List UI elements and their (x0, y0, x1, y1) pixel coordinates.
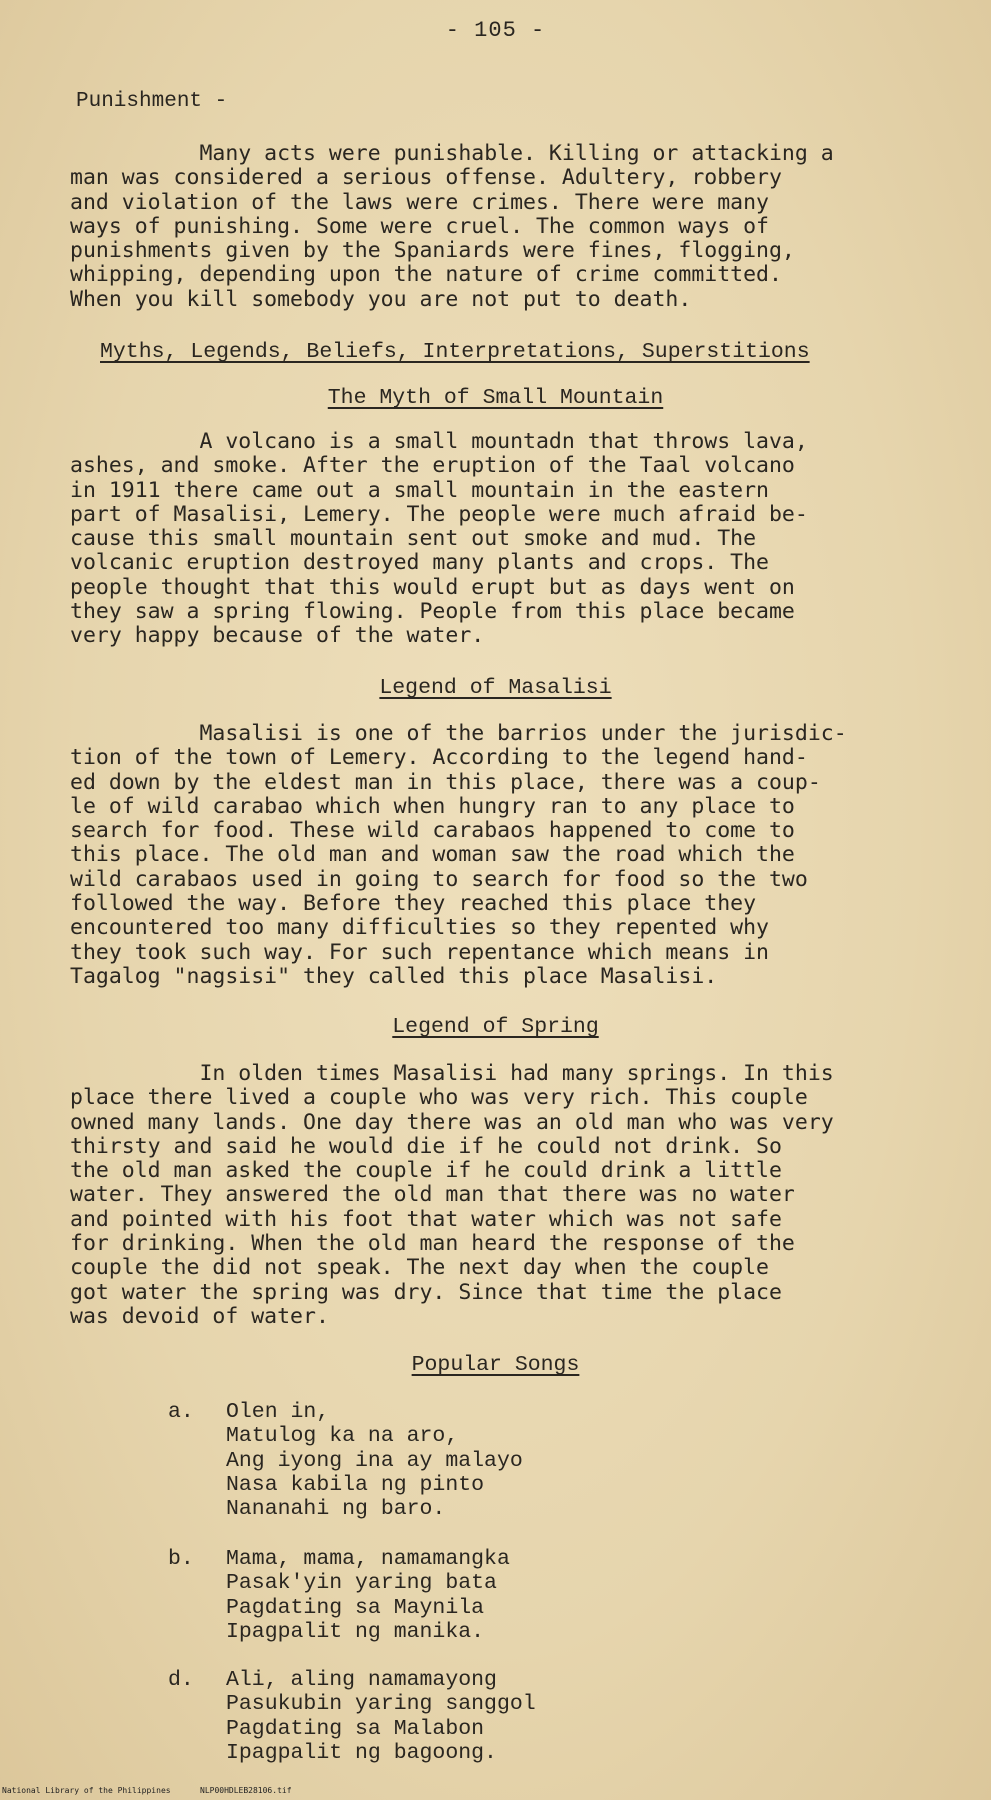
spring-title: Legend of Spring (392, 1015, 599, 1039)
footer-file-id: NLP00HDLEB28106.tif (200, 1786, 292, 1795)
page-number: - 105 - (445, 18, 546, 43)
myths-legends-heading: Myths, Legends, Beliefs, Interpretations, Superstitions (100, 340, 810, 364)
song-lines: Mama, mama, namamangka Pasak'yin yaring bata Pagdating sa Maynila Ipagpalit ng manika. (226, 1547, 510, 1644)
song-marker: a. (168, 1400, 194, 1424)
footer-library-credit: National Library of the Philippines (2, 1786, 171, 1795)
masalisi-title: Legend of Masalisi (379, 676, 612, 700)
spring-paragraph: In olden times Masalisi had many springs. In this place there lived a couple who was very rich. This couple owned many lands. One day there was an old man who was very thirsty and said he would die if he could not drink. So the old man asked the couple if he could drink a little water. They answered the old man that there was no water and pointed with his foot that water which was not safe for drinking. When the old man heard the response of the couple the did not speak. The next day when the couple got water the spring was dry. Since that time the place was devoid of water. (70, 1061, 834, 1329)
masalisi-paragraph: Masalisi is one of the barrios under the jurisdic- tion of the town of Lemery. According to the legend hand- ed down by the eldest man in this place, there was a coup- le of wild carabao which when hungry ran to any place to search for food. These wild carabaos happened to come to this place. The old man and woman saw the road which the wild carabaos used in going to search for food so the two followed the way. Before they reached this place they encountered too many difficulties so they repented why they took such way. For such repentance which means in Tagalog "nagsisi" they called this place Masalisi. (70, 721, 847, 989)
song-marker: d. (168, 1668, 194, 1692)
song-lines: Ali, aling namamayong Pasukubin yaring sanggol Pagdating sa Malabon Ipagpalit ng bagoong. (226, 1668, 536, 1765)
section-title-punishment: Punishment - (76, 90, 228, 113)
small-mountain-paragraph: A volcano is a small mountadn that throws lava, ashes, and smoke. After the eruption of the Taal volcano in 1911 there came out a small mountain in the eastern part of Masalisi, Lemery. The people were much afraid be- cause this small mountain sent out smoke and mud. The volcanic eruption destroyed many plants and crops. The people thought that this would erupt but as days went on they saw a spring flowing. People from this place became very happy because of the water. (70, 429, 808, 649)
small-mountain-title: The Myth of Small Mountain (327, 386, 664, 410)
song-marker: b. (168, 1547, 194, 1571)
popular-songs-title: Popular Songs (411, 1353, 580, 1377)
song-lines: Olen in, Matulog ka na aro, Ang iyong ina ay malayo Nasa kabila ng pinto Nananahi ng baro. (226, 1400, 523, 1522)
punishment-paragraph: Many acts were punishable. Killing or attacking a man was considered a serious offense. Adultery, robbery and violation of the laws were crimes. There were many ways of punishing. Some were cruel. The common ways of punishments given by the Spaniards were fines, flogging, whipping, depending upon the nature of crime committed. When you kill somebody you are not put to death. (70, 141, 834, 312)
